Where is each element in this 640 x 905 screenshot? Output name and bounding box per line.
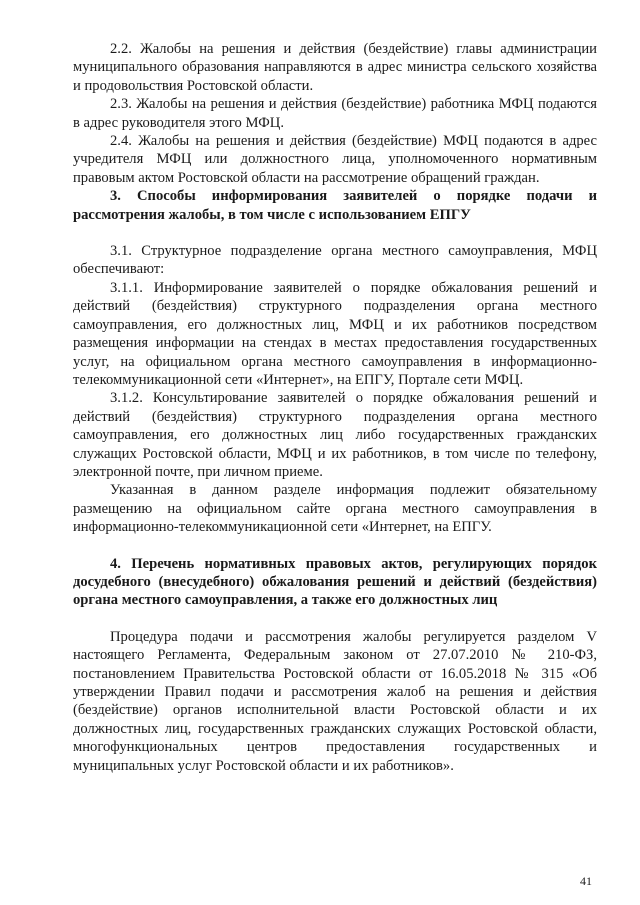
paragraph-2-2: 2.2. Жалобы на решения и действия (бездействие) главы администрации муниципального образования направляются в адрес министра сельского хозяйства и продовольствия Ростовской области. xyxy=(73,41,597,94)
spacer xyxy=(73,537,597,555)
paragraph-3-1-2: 3.1.2. Консультирование заявителей о порядке обжалования решений и действий (бездействия) структурного подразделения органа местного самоуправления, его должностных лиц либо государственных гражданских служащих Ростовской области, МФЦ и их работников, в том числе по телефону, электронной почте, при личном приеме. xyxy=(73,390,597,480)
paragraph-2-4: 2.4. Жалобы на решения и действия (бездействие) МФЦ подаются в адрес учредителя МФЦ или должностного лица, уполномоченного нормативным правовым актом Ростовской области на рассмотрение обращений граждан. xyxy=(73,133,597,186)
document-page xyxy=(73,40,597,775)
paragraph-4-body: Процедура подачи и рассмотрения жалобы регулируется разделом V настоящего Регламента, Федеральным законом от 27.07.2010 № 210-ФЗ, постановлением Правительства Ростовской области от 16.05.2018 № 315 «Об утверждении Правил подачи и рассмотрения жалоб на решения и действия (бездействие) органов исполнительной власти Ростовской области и их должностных лиц, государственных гражданских служащих Ростовской области, многофункциональных центров предоставления государственных и муниципальных услуг Ростовской области и их работников». xyxy=(73,628,597,774)
paragraph-2-3: 2.3. Жалобы на решения и действия (бездействие) работника МФЦ подаются в адрес руководителя этого МФЦ. xyxy=(73,96,597,131)
paragraph-3-1: 3.1. Структурное подразделение органа местного самоуправления, МФЦ обеспечивают: xyxy=(73,243,597,278)
section-4-heading: 4. Перечень нормативных правовых актов, регулирующих порядок досудебного (внесудебного) обжалования решений и действий (бездействия) органа местного самоуправления, а также его должностных лиц xyxy=(73,555,597,609)
spacer xyxy=(73,610,597,628)
spacer xyxy=(73,224,597,242)
paragraph-section-3-note: Указанная в данном разделе информация подлежит обязательному размещению на официальном сайте органа местного самоуправления в информационно-телекоммуникационной сети «Интернет, на ЕПГУ. xyxy=(73,482,597,536)
page-number: 41 xyxy=(580,874,592,888)
paragraph-3-1-1: 3.1.1. Информирование заявителей о порядке обжалования решений и действий (бездействия) структурного подразделения органа местного самоуправления, его должностных лиц, МФЦ и их работников посредством размещения информации на стендах в местах предоставления государственных услуг, на официальном органа местного самоуправления в информационно-телекоммуникационной сети «Интернет», на ЕПГУ, Портале сети МФЦ. xyxy=(73,279,597,388)
section-3-heading: 3. Способы информирования заявителей о порядке подачи и рассмотрения жалобы, в том числе с использованием ЕПГУ xyxy=(73,188,597,223)
